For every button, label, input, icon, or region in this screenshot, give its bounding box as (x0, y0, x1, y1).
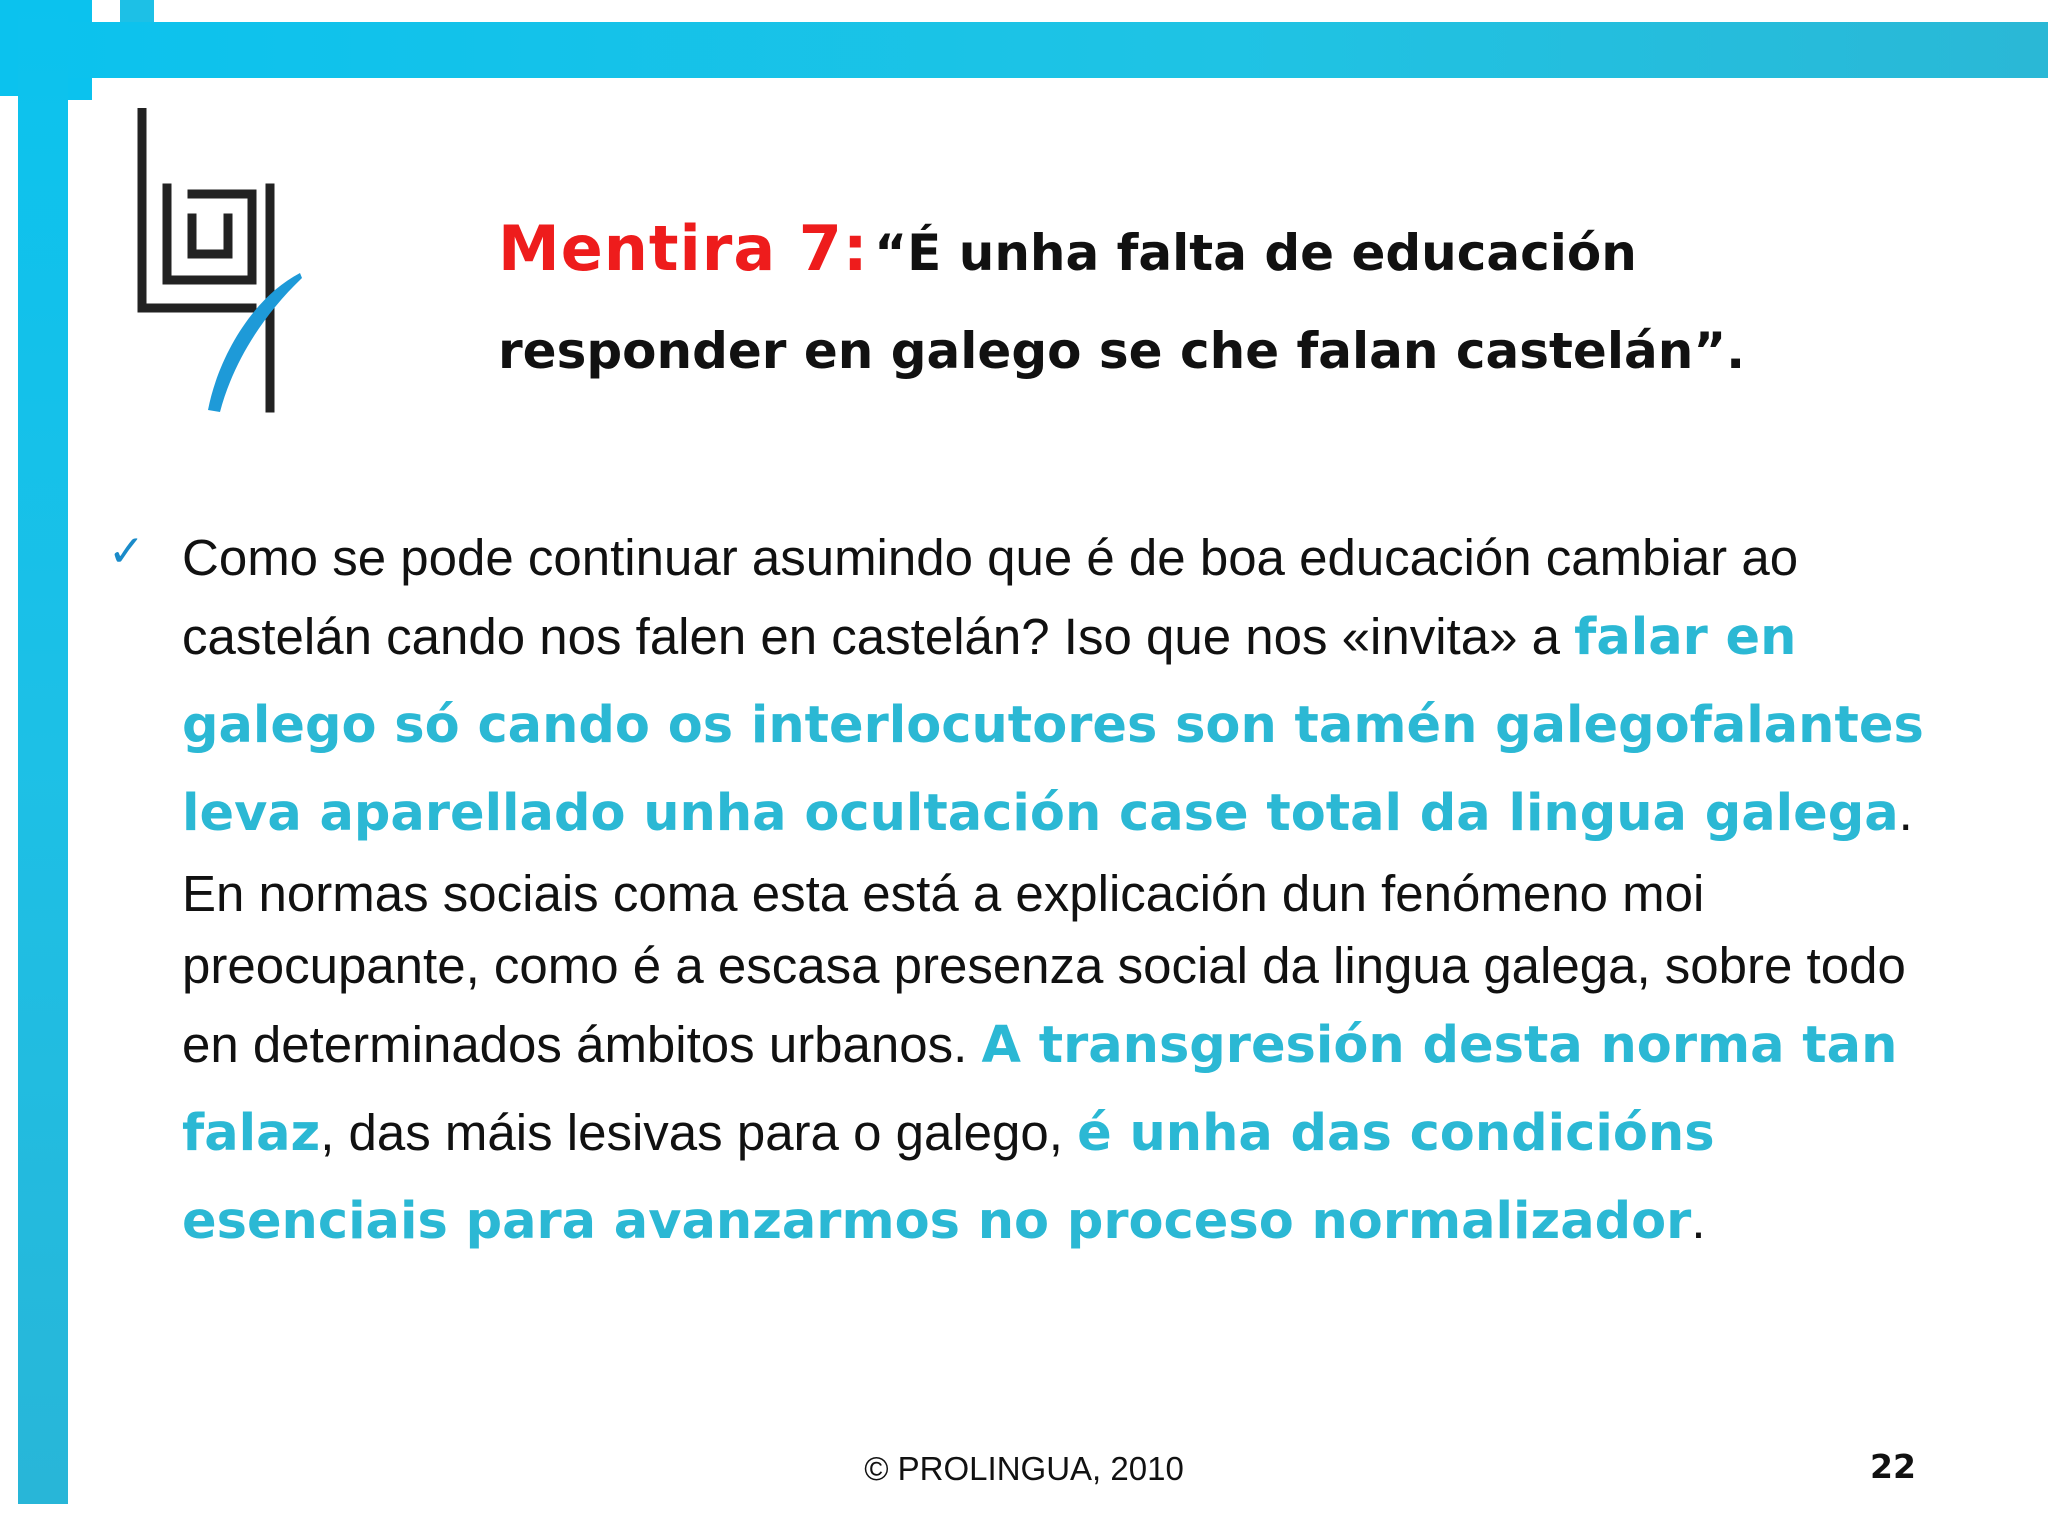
prolingua-logo (132, 108, 308, 414)
title-label: Mentira 7: (498, 212, 869, 285)
frame-top-bar (0, 22, 2048, 78)
body-highlight: é unha das condicións esenciais para avanzarmos no proceso normalizador (182, 1104, 1715, 1251)
page-number: 22 (1870, 1447, 1916, 1486)
body-highlight: falar en galego só cando os interlocutores son tamén galegofalantes leva aparellado unha ocultación case total da lingua galega (182, 608, 1924, 843)
body-text: . En normas sociais coma esta está a explicación dun fenómeno moi preocupante, como é a escasa presenza social da lingua galega, sobre todo en determinados ámbitos urbanos. (182, 784, 1913, 1073)
footer-copyright: © PROLINGUA, 2010 (864, 1450, 1184, 1487)
body-text: . (1691, 1192, 1706, 1249)
check-mark-icon: ✓ (108, 526, 145, 577)
bullet-text (182, 522, 1942, 1266)
body-text: , das máis lesivas para o galego, (320, 1104, 1078, 1161)
slide-title (498, 206, 1918, 406)
frame-corner-block (0, 0, 18, 96)
body-text: Como se pode continuar asumindo que é de boa educación cambiar ao castelán cando nos falen en castelán? Iso que nos «invita» a (182, 529, 1799, 665)
body-highlight: A transgresión desta norma tan falaz (182, 1016, 1898, 1163)
frame-corner-block (68, 78, 92, 100)
frame-top-strip (0, 0, 2048, 22)
frame-left-bar (18, 0, 68, 1504)
frame-corner-block (120, 0, 154, 22)
frame-corner-block (68, 0, 92, 22)
title-quote: “É unha falta de educación responder en galego se che falan castelán”. (498, 224, 1746, 380)
